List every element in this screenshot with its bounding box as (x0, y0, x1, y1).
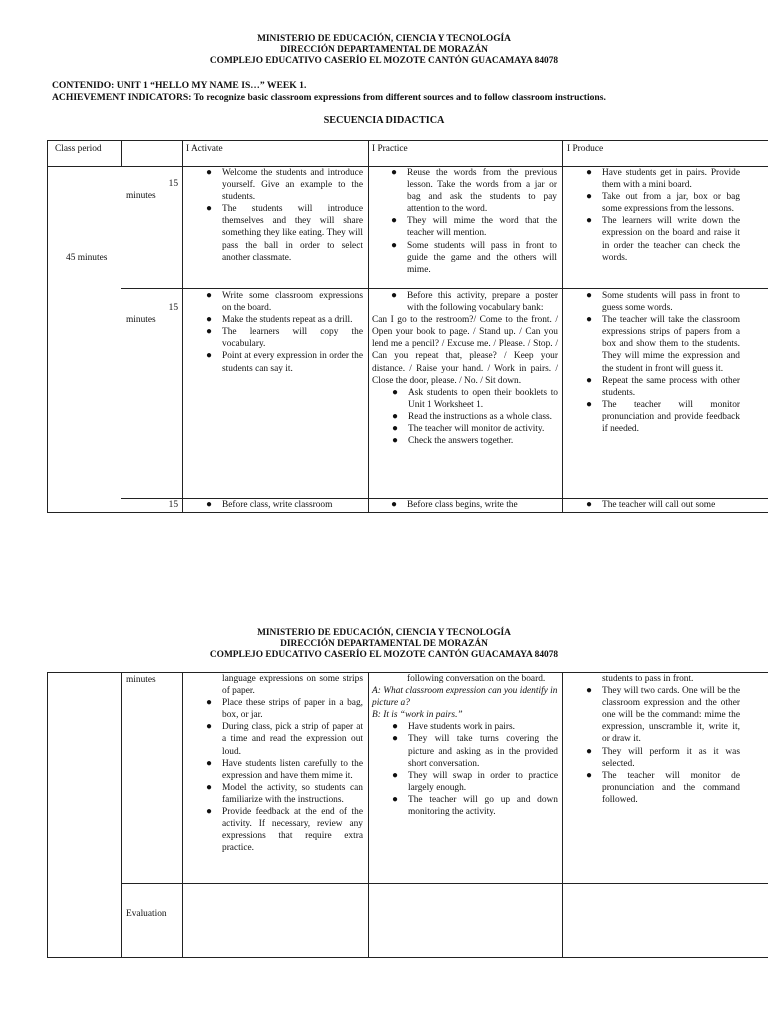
ministry-name: MINISTERIO DE EDUCACIÓN, CIENCIA Y TECNOLOGÍA (257, 34, 511, 44)
header-produce: I Produce (567, 144, 604, 154)
col-line-1-head (121, 140, 122, 166)
section-title: SECUENCIA DIDACTICA (323, 115, 445, 126)
list-item: ● Have students get in pairs. Provide them with a mini board. (584, 167, 740, 191)
row2-minutes-number: 15 (168, 303, 178, 313)
list-item: ● Point at every expression in order the students can say it. (204, 350, 363, 374)
list-item: ● The learners will copy the vocabulary. (204, 326, 363, 350)
produce-continued-text: students to pass in front. (602, 674, 694, 684)
list-item: ● Some students will pass in front to guess some words. (584, 290, 740, 314)
row2-activate-cell (204, 290, 363, 375)
list-item: ● Ask students to open their booklets to Unit 1 Worksheet 1. (390, 387, 558, 411)
col-line-3 (368, 140, 369, 513)
table2-col-line-3 (368, 672, 369, 958)
school-name: COMPLEJO EDUCATIVO CASERÍO EL MOZOTE CANTÓN GUACAMAYA 84078 (209, 56, 559, 66)
list-item: ● Have students work in pairs. (390, 721, 558, 733)
contenido-line: CONTENIDO: UNIT 1 “HELLO MY NAME IS…” WEEK 1. (52, 80, 307, 91)
header-activate: I Activate (186, 144, 223, 154)
list-item: ● The teacher will call out some (584, 499, 740, 511)
col-line-4 (562, 140, 563, 513)
row3-practice-cell (389, 499, 557, 512)
row1-minutes-label: minutes (126, 191, 156, 202)
list-item: ● Before class, write classroom (204, 499, 363, 511)
row1-practice-cell (389, 167, 557, 276)
dialog-line-a: A: What classroom expression can you identify in picture a? (372, 686, 558, 709)
col-line-2 (182, 140, 183, 513)
row1-minutes-number: 15 (168, 179, 178, 189)
table2-col-line-2 (182, 672, 183, 958)
list-item: ● Before class begins, write the (389, 499, 557, 511)
row3-activate-cell (204, 499, 363, 512)
department-name: DIRECCIÓN DEPARTAMENTAL DE MORAZÁN (280, 639, 488, 649)
row2-practice-cell (372, 290, 558, 447)
dialog-line-b: B: It is “work in pairs.” (372, 710, 463, 721)
row3-minutes (126, 499, 178, 511)
list-item: ● The teacher will monitor de pronunciation and the command followed. (584, 770, 740, 806)
document-header (0, 34, 768, 67)
row1-minutes (126, 178, 178, 202)
list-item: ● Before this activity, prepare a poster with the following vocabulary bank: (389, 290, 558, 314)
table-border-bottom (47, 512, 768, 513)
practice-continued-text: following conversation on the board. (407, 674, 546, 684)
list-item: ● Check the answers together. (390, 435, 558, 447)
list-item: ● The learners will write down the expression on the board and raise it in order the teacher can check the words. (584, 215, 740, 263)
list-item: ● Place these strips of paper in a bag, box, or jar. (204, 697, 363, 721)
list-item: ● The teacher will monitor pronunciation and provide feedback if needed. (584, 399, 740, 435)
table2-col-line-1 (121, 672, 122, 958)
header-class-period: Class period (55, 144, 102, 154)
row3-minutes-label: minutes (126, 675, 156, 685)
row-divider-1 (121, 288, 768, 289)
col-line-0 (47, 140, 48, 513)
achievement-indicators: ACHIEVEMENT INDICATORS: To recognize basic classroom expressions from different sources and to follow classroom instructions. (52, 92, 606, 103)
list-item: ● During class, pick a strip of paper at a time and read the expression out loud. (204, 721, 363, 757)
list-item: ● Provide feedback at the end of the activity. If necessary, review any expressions that require extra practice. (204, 806, 363, 854)
list-item: ● They will perform it as it was selected. (584, 746, 740, 770)
row2-minutes-label: minutes (126, 315, 156, 326)
list-item: ● They will take turns covering the picture and asking as in the provided short conversation. (390, 733, 558, 769)
list-item: ● The teacher will monitor de activity. (390, 423, 558, 435)
table2-row-divider (121, 883, 768, 884)
row2-minutes (126, 302, 178, 326)
school-name: COMPLEJO EDUCATIVO CASERÍO EL MOZOTE CANTÓN GUACAMAYA 84078 (209, 650, 559, 660)
list-item: ● The teacher will take the classroom expressions strips of papers from a box and show them to the students. They will mime the expression and the student in front will guess it. (584, 314, 740, 374)
list-item: ● Write some classroom expressions on the board. (204, 290, 363, 314)
list-item: ● Reuse the words from the previous lesson. Take the words from a jar or bag and ask the students to pay attention to the word. (389, 167, 557, 215)
row1-activate-cell (204, 167, 363, 264)
list-item: ● They will swap in order to practice largely enough. (390, 770, 558, 794)
list-item: ● Model the activity, so students can familiarize with the instructions. (204, 782, 363, 806)
list-item: ● Repeat the same process with other students. (584, 375, 740, 399)
table2-col-line-4 (562, 672, 563, 958)
document-header-page2 (0, 628, 768, 661)
row2-produce-cell (584, 290, 740, 435)
ministry-name: MINISTERIO DE EDUCACIÓN, CIENCIA Y TECNOLOGÍA (257, 628, 511, 638)
activate-continued-text: language expressions on some strips of paper. (222, 674, 363, 697)
evaluation-label: Evaluation (126, 909, 167, 919)
class-duration: 45 minutes (66, 253, 108, 263)
list-item: ● The teacher will go up and down monitoring the activity. (390, 794, 558, 818)
list-item: ● They will mime the word that the teacher will mention. (389, 215, 557, 239)
row3-produce-cont (584, 673, 740, 806)
table2-border-bottom (47, 957, 768, 958)
list-item: ● Welcome the students and introduce yourself. Give an example to the students. (204, 167, 363, 203)
row3-activate-cont (204, 673, 363, 854)
list-item: ● Read the instructions as a whole class. (390, 411, 558, 423)
row3-minutes-number: 15 (168, 500, 178, 510)
row3-practice-cont (372, 673, 558, 818)
list-item: ● Have students listen carefully to the expression and have them mime it. (204, 758, 363, 782)
list-item: ● Make the students repeat as a drill. (204, 314, 363, 326)
row3-produce-cell (584, 499, 740, 512)
list-item: ● They will two cards. One will be the classroom expression and the other one will be the command: mime the expression, unscramble it, write it, or draw it. (584, 685, 740, 745)
header-practice: I Practice (372, 144, 408, 154)
table-border-top (47, 140, 768, 141)
list-item: ● Some students will pass in front to guide the game and the others will mime. (389, 240, 557, 276)
list-item: ● Take out from a jar, box or bag some expressions from the lessons. (584, 191, 740, 215)
row1-produce-cell (584, 167, 740, 264)
department-name: DIRECCIÓN DEPARTAMENTAL DE MORAZÁN (280, 45, 488, 55)
list-item: ● The students will introduce themselves and they will share something they like eating. They will pass the ball in order to select another classmate. (204, 203, 363, 263)
table2-col-line-0 (47, 672, 48, 958)
vocabulary-bank: Can I go to the restroom?/ Come to the front. / Open your book to page. / Stand up. / Can you lend me a pencil? / Excuse me. / Please. / Stop. / Can you repeat that, please? / Keep your distance. / Raise your hand. / Work in pairs. / Close the door, please. / No. / Sit down. (372, 315, 558, 386)
